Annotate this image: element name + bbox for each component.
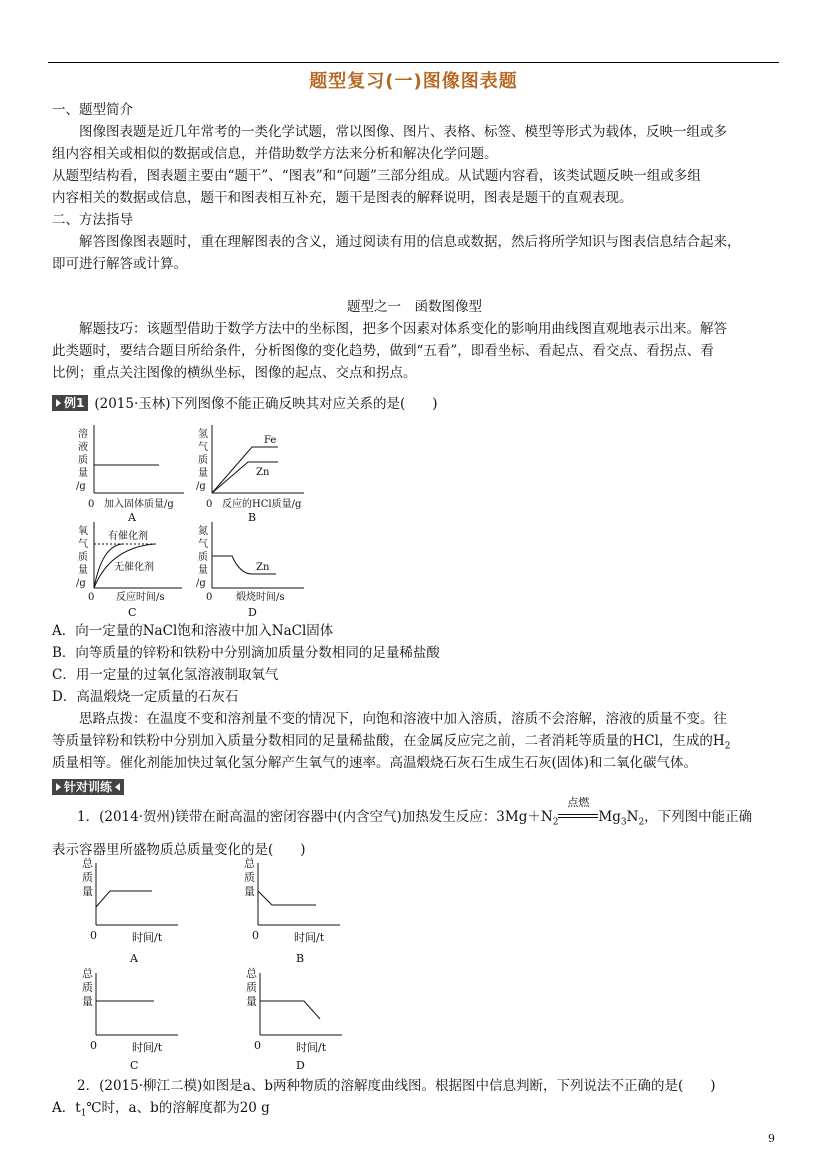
svg-text:0: 0 bbox=[88, 592, 95, 603]
svg-text:无催化剂: 无催化剂 bbox=[114, 562, 154, 573]
svg-text:C: C bbox=[130, 1059, 139, 1072]
svg-text:B: B bbox=[248, 511, 257, 524]
type1-tip-a: 解题技巧：该题型借助于数学方法中的坐标图，把多个因素对体系变化的影响用曲线图直观地表示出来。解答 bbox=[79, 321, 727, 337]
option-d: D．高温煅烧一定质量的石灰石 bbox=[52, 689, 239, 705]
ylabel-char: 量 bbox=[78, 468, 88, 479]
svg-text:0: 0 bbox=[254, 1039, 261, 1052]
svg-text:0: 0 bbox=[90, 1039, 97, 1052]
svg-text:氢: 氢 bbox=[198, 429, 208, 440]
svg-text:Zn: Zn bbox=[256, 562, 270, 573]
svg-text:量: 量 bbox=[82, 885, 93, 898]
section1-p1b: 组内容相关或相似的数据或信息，并借助数学方法来分析和解决化学问题。 bbox=[52, 146, 498, 162]
question-2-option-a: A．$t_1℃$时，a、b的溶解度都为20 g bbox=[52, 1100, 270, 1119]
analysis-b: 等质量锌粉和铁粉中分别加入质量分数相同的足量稀盐酸，在金属反应完之前，二者消耗等质量的HCl，生成的$H_2$ bbox=[52, 733, 731, 752]
svg-text:/g: /g bbox=[196, 481, 206, 492]
section1-p1a: 图像图表题是近几年常考的一类化学试题，常以图像、图片、表格、标签、模型等形式为载体，反映一组或多 bbox=[79, 124, 727, 140]
origin-label: 0 bbox=[88, 499, 95, 510]
curve-b bbox=[258, 891, 316, 905]
curve-a bbox=[96, 891, 152, 907]
svg-text:D: D bbox=[248, 606, 257, 619]
svg-text:氧: 氧 bbox=[78, 526, 88, 537]
svg-text:量: 量 bbox=[246, 995, 257, 1008]
section2-p1a: 解答图像图表题时，重在理解图表的含义，通过阅读有用的信息或数据，然后将所学知识与图表信息结合起来， bbox=[79, 234, 741, 250]
svg-text:氮: 氮 bbox=[198, 526, 208, 537]
question-1-line1: 1．(2014·贺州)镁带在耐高温的密闭容器中(内含空气)加热发生反应：$3Mg+N_2$ 点燃 $Mg_3N_2$，下列图中能正确 bbox=[52, 806, 777, 834]
triangle-left-icon bbox=[115, 783, 120, 791]
svg-text:0: 0 bbox=[252, 929, 259, 942]
svg-text:质: 质 bbox=[198, 552, 208, 563]
svg-text:时间/t: 时间/t bbox=[296, 1041, 327, 1054]
graph-caption: A bbox=[128, 511, 136, 524]
svg-text:C: C bbox=[128, 606, 137, 619]
graph-example-c bbox=[74, 522, 194, 622]
ylabel-char: /g bbox=[76, 481, 86, 492]
label-fe: Fe bbox=[264, 435, 277, 446]
graph-a-ylabel bbox=[76, 427, 88, 492]
svg-text:气: 气 bbox=[78, 539, 88, 550]
option-a: A．向一定量的NaCl饱和溶液中加入NaCl固体 bbox=[52, 623, 334, 639]
section1-heading: 一、题型简介 bbox=[52, 102, 133, 118]
header-rule bbox=[48, 62, 779, 63]
example-tag-label: 例1 bbox=[64, 396, 85, 410]
svg-text:0: 0 bbox=[90, 929, 97, 942]
graph-example-b bbox=[196, 425, 316, 525]
example1-question: (2015·玉林)下列图像不能正确反映其对应关系的是( ) bbox=[94, 396, 438, 412]
question-2: 2．(2015·柳江二模)如图是a、b两种物质的溶解度曲线图。根据图中信息判断，下列说法不正确的是( ) bbox=[77, 1078, 716, 1094]
type1-heading: 题型之一 函数图像型 bbox=[347, 299, 482, 315]
type1-tip-c: 比例；重点关注图像的横纵坐标，图像的起点、交点和拐点。 bbox=[52, 365, 417, 381]
svg-text:反应的HCl质量/g: 反应的HCl质量/g bbox=[222, 499, 302, 510]
section2-p1b: 即可进行解答或计算。 bbox=[52, 256, 187, 272]
option-c: C．用一定量的过氧化氢溶液制取氧气 bbox=[52, 667, 279, 683]
svg-text:总: 总 bbox=[244, 857, 255, 870]
svg-text:质: 质 bbox=[246, 981, 257, 994]
svg-text:0: 0 bbox=[206, 499, 213, 510]
ylabel-char: 溶 bbox=[78, 429, 88, 440]
svg-text:质: 质 bbox=[198, 455, 208, 466]
graph-practice-b bbox=[240, 855, 350, 965]
svg-text:时间/t: 时间/t bbox=[294, 931, 325, 944]
practice-heading bbox=[52, 777, 777, 799]
svg-text:/g: /g bbox=[196, 578, 206, 589]
curve-d bbox=[260, 1001, 320, 1019]
svg-text:质: 质 bbox=[244, 871, 255, 884]
example1-line bbox=[52, 393, 777, 415]
svg-text:D: D bbox=[296, 1059, 305, 1072]
section1-p2a: 从题型结构看，图表题主要由“题干”、“图表”和“问题”三部分组成。从试题内容看，该类试题反映一组或多组 bbox=[52, 168, 701, 184]
svg-text:总: 总 bbox=[82, 857, 93, 870]
graph-practice-a bbox=[76, 855, 186, 965]
svg-text:量: 量 bbox=[198, 565, 208, 576]
svg-text:煅烧时间/s: 煅烧时间/s bbox=[236, 592, 285, 603]
graph-example-a bbox=[74, 425, 194, 525]
triangle-icon bbox=[56, 783, 61, 791]
svg-text:气: 气 bbox=[198, 442, 208, 453]
svg-text:质: 质 bbox=[82, 981, 93, 994]
svg-text:/g: /g bbox=[76, 578, 86, 589]
reaction-condition: 点燃 bbox=[558, 806, 598, 828]
page-number: 9 bbox=[768, 1132, 775, 1145]
practice-tag: 针对训练 bbox=[52, 779, 124, 795]
ylabel-char: 质 bbox=[78, 455, 88, 466]
page-title: 题型复习(一)图像图表题 bbox=[309, 71, 518, 92]
svg-text:总: 总 bbox=[82, 967, 93, 980]
question-number: 1． bbox=[77, 809, 100, 825]
svg-text:质: 质 bbox=[82, 871, 93, 884]
svg-text:质: 质 bbox=[78, 552, 88, 563]
graph-c-ylabel bbox=[76, 524, 88, 589]
svg-text:总: 总 bbox=[246, 967, 257, 980]
svg-text:B: B bbox=[296, 952, 305, 965]
svg-text:量: 量 bbox=[244, 885, 255, 898]
type1-tip-b: 此类题时，要结合题目所给条件，分析图像的变化趋势，做到“五看”，即看坐标、看起点、看交点、看拐点、看 bbox=[52, 343, 714, 359]
svg-text:A: A bbox=[130, 952, 138, 965]
question-1-line2: 表示容器里所盛物质总质量变化的是( ) bbox=[52, 842, 306, 858]
svg-text:时间/t: 时间/t bbox=[132, 931, 163, 944]
svg-text:有催化剂: 有催化剂 bbox=[108, 531, 148, 542]
analysis-c: 质量相等。催化剂能加快过氧化氢分解产生氧气的速率。高温煅烧石灰石生成生石灰(固体)和二氧化碳气体。 bbox=[52, 755, 698, 771]
section2-heading: 二、方法指导 bbox=[52, 212, 133, 228]
svg-text:气: 气 bbox=[198, 539, 208, 550]
svg-text:时间/t: 时间/t bbox=[132, 1041, 163, 1054]
section1-p2b: 内容相关的数据或信息，题干和图表相互补充，题干是图表的解释说明，图表是题干的直观表现。 bbox=[52, 190, 633, 206]
svg-text:0: 0 bbox=[206, 592, 213, 603]
graph-b-ylabel bbox=[196, 427, 208, 492]
xlabel: 加入固体质量/g bbox=[104, 499, 174, 510]
option-b: B．向等质量的锌粉和铁粉中分别滴加质量分数相同的足量稀盐酸 bbox=[52, 645, 440, 661]
example-tag bbox=[52, 395, 88, 411]
graph-practice-d bbox=[242, 963, 352, 1073]
svg-text:量: 量 bbox=[78, 565, 88, 576]
svg-text:量: 量 bbox=[82, 995, 93, 1008]
svg-text:量: 量 bbox=[198, 468, 208, 479]
graph-d-ylabel bbox=[196, 524, 208, 589]
analysis-a: 思路点拨：在温度不变和溶剂量不变的情况下，向饱和溶液中加入溶质，溶质不会溶解，溶液的质量不变。往 bbox=[79, 711, 727, 727]
triangle-icon bbox=[56, 399, 61, 407]
graph-example-d bbox=[196, 522, 316, 622]
label-zn: Zn bbox=[256, 467, 270, 478]
graph-practice-c bbox=[76, 963, 186, 1073]
svg-text:反应时间/s: 反应时间/s bbox=[116, 592, 165, 603]
ylabel-char: 液 bbox=[78, 442, 88, 453]
